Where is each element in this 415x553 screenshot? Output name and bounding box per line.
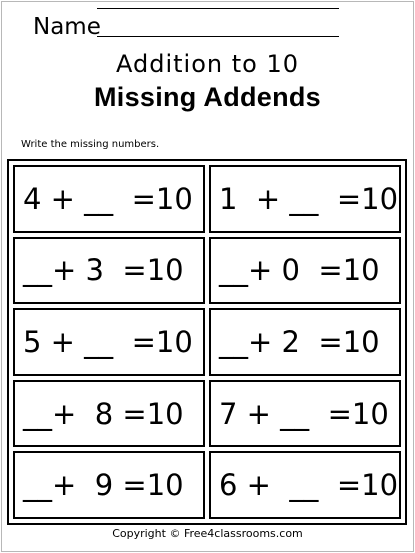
copyright-footer: Copyright © Free4classrooms.com	[112, 527, 303, 540]
instructions-text: Write the missing numbers.	[21, 139, 160, 150]
problem-cell: __+ 0 =10	[209, 237, 401, 305]
problem-grid	[7, 159, 407, 525]
worksheet-subtitle: Addition to 10	[116, 50, 299, 78]
problem-cell: 7 + __ =10	[209, 380, 401, 448]
name-top-line	[97, 8, 339, 9]
problem-cell: __+ 2 =10	[209, 308, 401, 376]
name-write-line	[97, 36, 339, 37]
problem-cell: 5 + __ =10	[13, 308, 205, 376]
problem-cell: 4 + __ =10	[13, 165, 205, 233]
worksheet-title: Missing Addends	[93, 82, 321, 112]
problem-cell: __+ 8 =10	[13, 380, 205, 448]
name-label: Name	[33, 14, 101, 40]
problem-cell: 1 + __ =10	[209, 165, 401, 233]
problem-cell: 6 + __ =10	[209, 451, 401, 519]
problem-cell: __+ 3 =10	[13, 237, 205, 305]
problem-cell: __+ 9 =10	[13, 451, 205, 519]
